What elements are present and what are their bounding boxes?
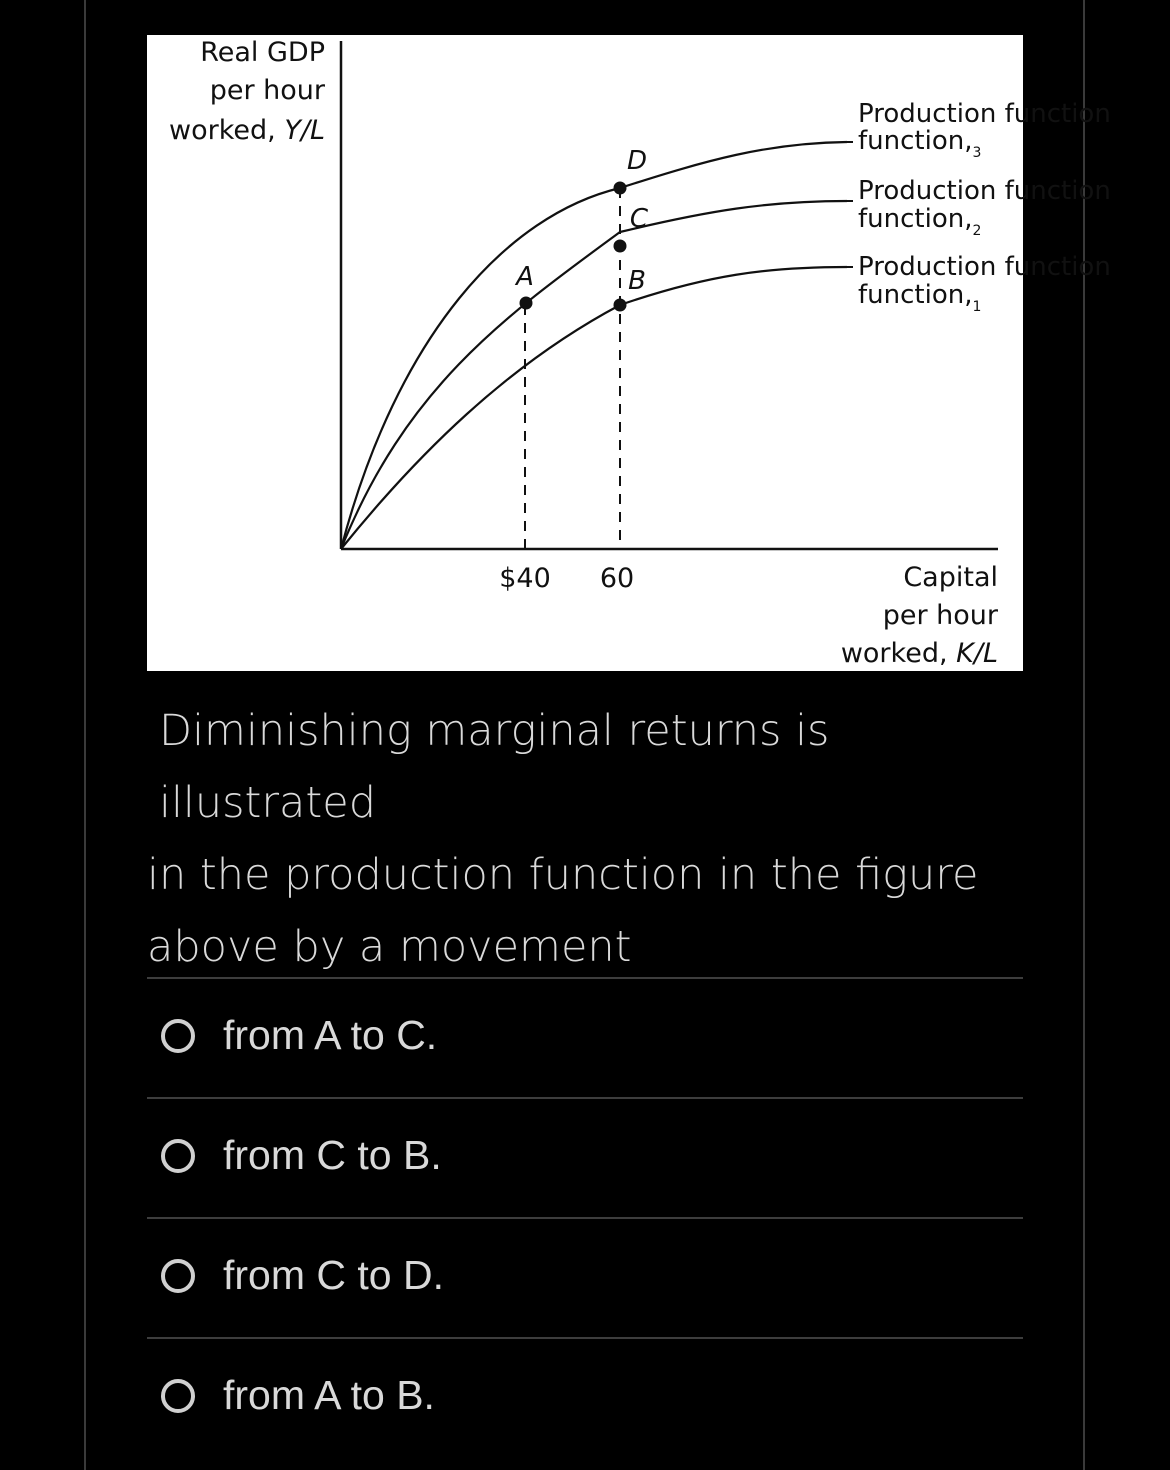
- frame-border-left: [84, 0, 86, 1470]
- radio-button[interactable]: [161, 1259, 195, 1293]
- curve-label-2-subscript: 2: [972, 223, 982, 239]
- curve-label-2-line2: $function,_2$: [858, 204, 982, 239]
- y-axis-label-line2: per hour: [209, 75, 325, 106]
- answer-option-label: from A to B.: [223, 1372, 435, 1418]
- point-a: [520, 297, 533, 310]
- point-d: [614, 182, 627, 195]
- answer-option-2[interactable]: [147, 1097, 1023, 1217]
- question-line-1: Diminishing marginal returns is illustrated: [159, 706, 830, 828]
- x-axis-label-line2: per hour: [882, 600, 998, 631]
- production-function-2-curve: [341, 201, 847, 549]
- question-line-3: above by a movement: [147, 922, 632, 972]
- y-axis-label-symbol: Y/L: [284, 115, 325, 146]
- production-function-3-curve: [341, 142, 847, 549]
- point-b-label: B: [628, 266, 646, 296]
- point-c: [614, 240, 627, 253]
- answer-option-label: from A to C.: [223, 1012, 438, 1058]
- curve-label-3-line2: $function,_3$: [858, 126, 982, 161]
- curve-label-2-line1: Production function: [858, 176, 1111, 206]
- point-b: [614, 299, 627, 312]
- x-axis-label-line1: Capital: [903, 562, 998, 593]
- production-function-1-curve: [341, 267, 847, 549]
- point-a-label: A: [516, 262, 534, 292]
- answer-option-label: from C to D.: [223, 1252, 444, 1298]
- curve-label-3-line1: Production function: [858, 99, 1111, 129]
- radio-button[interactable]: [161, 1139, 195, 1173]
- curve-label-1-subscript: 1: [972, 299, 982, 315]
- x-axis-label-symbol: K/L: [956, 638, 998, 669]
- curve-label-1-line2: $function,_1$: [858, 280, 982, 315]
- answer-option-label: from C to B.: [223, 1132, 442, 1178]
- x-tick-60: 60: [599, 563, 635, 594]
- chart-svg: [147, 35, 1111, 671]
- y-axis-label-line1: Real GDP: [200, 37, 325, 68]
- radio-button[interactable]: [161, 1019, 195, 1053]
- x-tick-40: $40: [499, 563, 551, 594]
- answer-options: [147, 977, 1023, 1457]
- radio-button[interactable]: [161, 1379, 195, 1413]
- answer-option-3[interactable]: [147, 1217, 1023, 1337]
- answer-option-4[interactable]: [147, 1337, 1023, 1457]
- curve-label-1-line1: Production function: [858, 252, 1111, 282]
- answer-option-1[interactable]: [147, 977, 1023, 1097]
- point-c-label: C: [629, 204, 649, 234]
- y-axis-label-line3: [169, 115, 325, 146]
- frame-border-right: [1083, 0, 1085, 1470]
- production-function-figure: [147, 35, 1111, 671]
- question-line-2: in the production function in the figure: [147, 850, 979, 900]
- y-axis-label-word: worked,: [169, 115, 276, 146]
- x-axis-label-line3: [841, 638, 998, 669]
- curve-label-3-subscript: 3: [972, 145, 982, 161]
- question-text: [147, 695, 1027, 983]
- point-d-label: D: [626, 146, 648, 176]
- x-axis-label-word: worked,: [840, 638, 948, 669]
